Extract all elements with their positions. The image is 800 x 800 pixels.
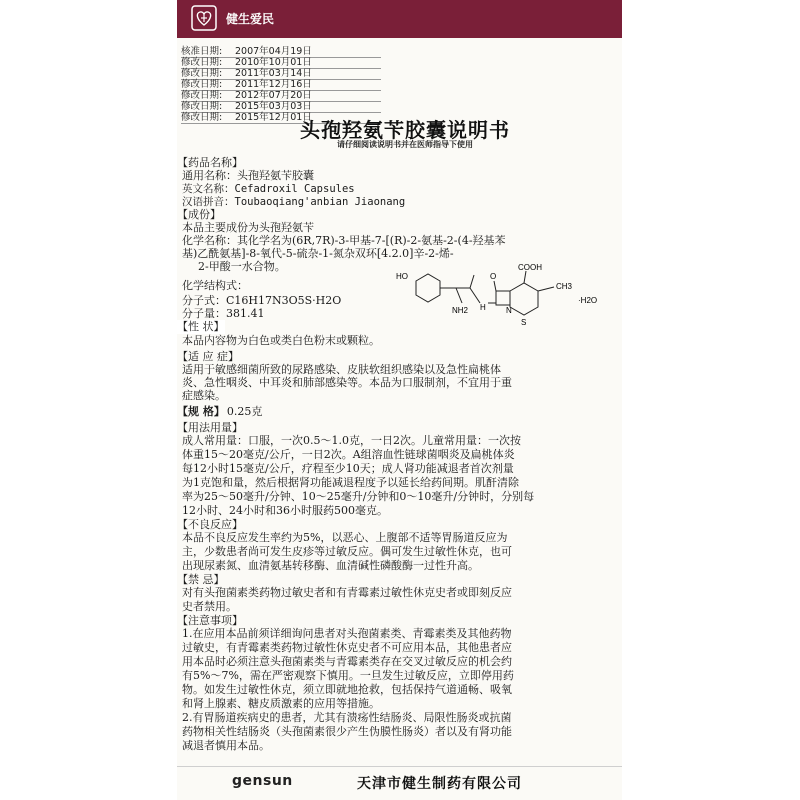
revision-row: 修改日期: 2015年12月01日 xyxy=(181,112,381,124)
section-header-precautions: 【注意事项】 xyxy=(177,614,243,627)
text-line: 史者禁用。 xyxy=(182,600,237,613)
section-spec xyxy=(177,405,262,419)
footer-divider xyxy=(177,766,622,767)
brand-logo-icon xyxy=(191,5,217,31)
text-line: 出现尿素氮、血清氨基转移酶、血清碱性磷酸酶一过性升高。 xyxy=(182,559,479,572)
footer-logo: gensun xyxy=(232,773,293,789)
section-header-ingredients: 【成份】 xyxy=(177,208,221,221)
text-line: 本品主要成份为头孢羟氨苄 xyxy=(182,221,314,234)
struct-label: COOH xyxy=(518,263,542,272)
text-line: 对有头孢菌素类药物过敏史者和有青霉素过敏性休克史者或即刻反应 xyxy=(182,586,512,599)
struct-label: CH3 xyxy=(556,282,573,291)
text-line: 有5%～7%，需在严密观察下慎用。一旦发生过敏反应，立即停用药 xyxy=(182,669,514,682)
revision-row: 修改日期: 2015年03月03日 xyxy=(181,101,381,113)
text-line: 通用名称：头孢羟氨苄胶囊 xyxy=(182,169,314,182)
text-line: 2.有胃肠道疾病史的患者，尤其有溃疡性结肠炎、局限性肠炎或抗菌 xyxy=(182,711,512,724)
text-line: 基)乙酰氨基]-8-氧代-5-硫杂-1-氮杂双环[4.2.0]辛-2-烯- xyxy=(182,247,454,260)
text-line: 药物相关性结肠炎（头孢菌素很少产生伪膜性肠炎）者以及有肾功能 xyxy=(182,725,512,738)
text-line: 物。如发生过敏性休克，须立即就地抢救，包括保持气道通畅、吸氧 xyxy=(182,683,512,696)
document-subtitle: 请仔细阅读说明书并在医师指导下使用 xyxy=(337,140,473,149)
spec-value: 0.25克 xyxy=(226,405,263,418)
section-header-name: 【药品名称】 xyxy=(177,156,243,169)
brand-name: 健生爱民 xyxy=(226,12,275,26)
text-line: 2-甲酸一水合物。 xyxy=(198,260,286,273)
text-line: 主，少数患者尚可发生皮疹等过敏反应。偶可发生过敏性休克，也可 xyxy=(182,545,512,558)
section-header-contraindications: 【禁 忌】 xyxy=(177,573,225,586)
text-line: 和肾上腺素、糖皮质激素的应用等措施。 xyxy=(182,697,380,710)
text-line: 每12小时15毫克/公斤，疗程至少10天；成人肾功能减退者首次剂量 xyxy=(182,462,514,475)
revision-row: 修改日期: 2011年12月16日 xyxy=(181,79,381,91)
text-line: 本品内容物为白色或类白色粉末或颗粒。 xyxy=(182,334,380,347)
text-line: 减退者慎用本品。 xyxy=(182,739,270,752)
text-line: 汉语拼音：Toubaoqiang'anbian Jiaonang xyxy=(182,196,406,208)
section-header-adverse: 【不良反应】 xyxy=(177,518,243,531)
section-header-dosage: 【用法用量】 xyxy=(177,421,243,434)
text-line: 炎、急性咽炎、中耳炎和肺部感染等。本品为口服制剂，不宜用于重 xyxy=(182,376,512,389)
text-line: 12小时、24小时和36小时服药500毫克。 xyxy=(182,504,388,517)
molecular-formula: 分子式：C16H17N3O5S·H2O xyxy=(182,294,342,307)
text-line: 体重15～20毫克/公斤，一日2次。A组溶血性链球菌咽炎及扁桃体炎 xyxy=(182,448,515,461)
text-line: 1.在应用本品前须详细询问患者对头孢菌素类、青霉素类及其他药物 xyxy=(182,627,512,640)
document-title: 头孢羟氨苄胶囊说明书 xyxy=(300,118,510,142)
revision-row: 修改日期: 2012年07月20日 xyxy=(181,90,381,102)
struct-label: ·H2O xyxy=(578,296,598,305)
section-header-traits: 【性 状】 xyxy=(177,320,225,333)
text-line: 用本品时必须注意头孢菌素类与青霉素类存在交叉过敏反应的机会约 xyxy=(182,655,512,668)
section-header-spec: 【规 格】 xyxy=(177,405,225,418)
text-line: 英文名称：Cefadroxil Capsules xyxy=(182,183,355,195)
revision-row: 修改日期: 2011年03月14日 xyxy=(181,68,381,80)
text-line: 为1克饱和量，然后根据肾功能减退程度予以延长给药间期。肌酐清除 xyxy=(182,476,519,489)
section-header-indications: 【适 应 症】 xyxy=(177,350,239,363)
text-line: 成人常用量：口服，一次0.5～1.0克，一日2次。儿童常用量：一次按 xyxy=(182,434,521,447)
revision-row: 修改日期: 2010年10月01日 xyxy=(181,57,381,69)
text-line: 过敏史，有青霉素类药物过敏性休克史者不可应用本品，其他患者应 xyxy=(182,641,512,654)
text-line: 适用于敏感细菌所致的尿路感染、皮肤软组织感染以及急性扁桃体 xyxy=(182,363,501,376)
struct-label: S xyxy=(521,318,527,327)
struct-label: H xyxy=(480,303,486,312)
struct-label: O xyxy=(490,272,497,281)
text-line: 本品不良反应发生率约为5%，以恶心、上腹部不适等胃肠道反应为 xyxy=(182,531,508,544)
text-line: 率为25～50毫升/分钟、10～25毫升/分钟和0～10毫升/分钟时，分别每 xyxy=(182,490,535,503)
molecular-weight: 分子量：381.41 xyxy=(182,307,265,320)
footer-company: 天津市健生制药有限公司 xyxy=(357,776,522,792)
struct-label: N xyxy=(506,306,512,315)
text-line: 化学结构式： xyxy=(182,279,248,292)
revision-row: 核准日期: 2007年04月19日 xyxy=(181,46,381,58)
text-line: 症感染。 xyxy=(182,389,226,402)
struct-label: HO xyxy=(396,272,408,281)
chemical-structure xyxy=(378,263,618,338)
struct-label: NH2 xyxy=(452,306,469,315)
text-line: 化学名称：其化学名为(6R,7R)-3-甲基-7-[(R)-2-氨基-2-(4-羟基苯 xyxy=(182,234,506,247)
